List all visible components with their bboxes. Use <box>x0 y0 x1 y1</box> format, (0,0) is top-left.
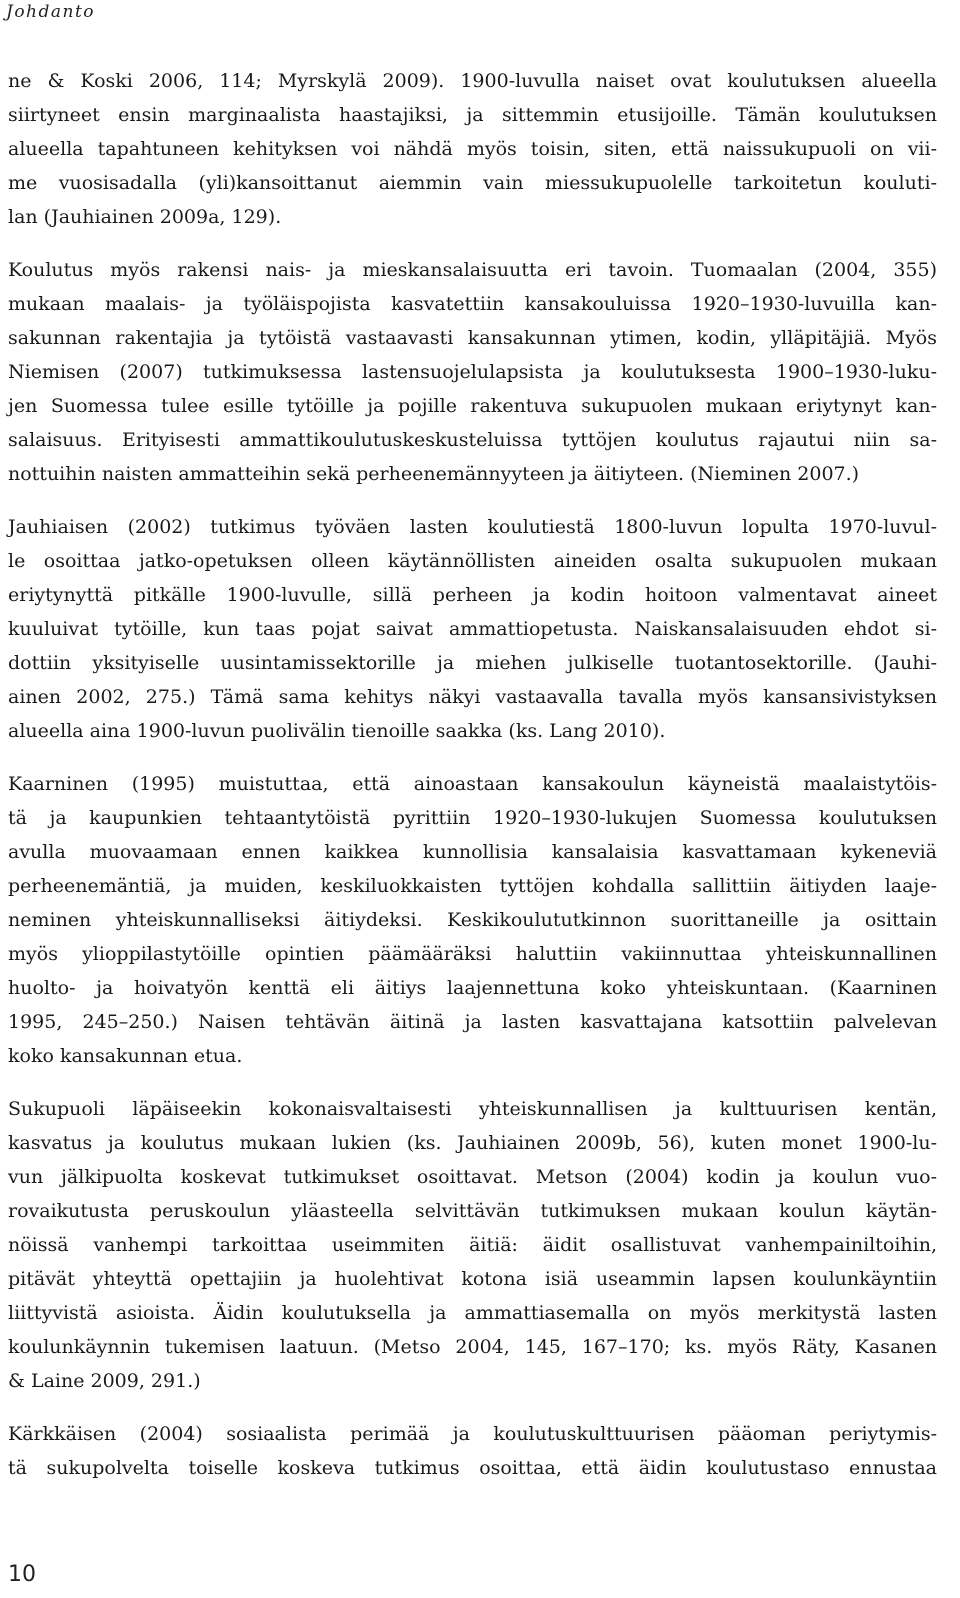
text-line: eriytynyttä pitkälle 1900-luvulle, sillä perheen ja kodin hoitoon valmentavat aineet <box>8 584 937 606</box>
text-line: Koulutus myös rakensi nais- ja mieskansalaisuutta eri tavoin. Tuomaalan (2004, 355) <box>8 259 937 281</box>
text-line: sakunnan rakentajia ja tytöistä vastaavasti kansakunnan ytimen, kodin, ylläpitäjiä. Myös <box>8 327 937 349</box>
paragraph <box>8 1092 937 1398</box>
text-line: mukaan maalais- ja työläispojista kasvatettiin kansakouluissa 1920–1930-luvuilla kan- <box>8 293 937 315</box>
text-line: ne & Koski 2006, 114; Myrskylä 2009). 1900-luvulla naiset ovat koulutuksen alueella <box>8 70 937 92</box>
text-line: koko kansakunnan etua. <box>8 1045 243 1067</box>
text-line: jen Suomessa tulee esille tytöille ja pojille rakentuva sukupuolen mukaan eriytynyt kan- <box>8 395 937 417</box>
text-line: le osoittaa jatko-opetuksen olleen käytännöllisten aineiden osalta sukupuolen mukaan <box>8 550 937 572</box>
text-line: avulla muovaamaan ennen kaikkea kunnollisia kansalaisia kasvattamaan kykeneviä <box>8 841 937 863</box>
text-line: rovaikutusta peruskoulun yläasteella selvittävän tutkimuksen mukaan koulun käytän- <box>8 1200 937 1222</box>
text-line: tä sukupolvelta toiselle koskeva tutkimus osoittaa, että äidin koulutustaso ennustaa <box>8 1457 937 1479</box>
text-line: pitävät yhteyttä opettajiin ja huolehtivat kotona isiä useammin lapsen koulunkäyntiin <box>8 1268 937 1290</box>
text-line: dottiin yksityiselle uusintamissektorille ja miehen julkiselle tuotantosektorille. (Jauhi- <box>8 652 937 674</box>
page-number: 10 <box>8 1562 36 1587</box>
text-line: Kaarninen (1995) muistuttaa, että ainoastaan kansakoulun käyneistä maalaistytöis- <box>8 773 937 795</box>
text-line: me vuosisadalla (yli)kansoittanut aiemmin vain miessukupuolelle tarkoitetun kouluti- <box>8 172 937 194</box>
text-line: alueella aina 1900-luvun puolivälin tienoille saakka (ks. Lang 2010). <box>8 720 666 742</box>
paragraph <box>8 510 937 748</box>
paragraph <box>8 64 937 234</box>
text-line: tä ja kaupunkien tehtaantytöistä pyrittiin 1920–1930-lukujen Suomessa koulutuksen <box>8 807 937 829</box>
text-line: siirtyneet ensin marginaalista haastajiksi, ja sittemmin etusijoille. Tämän koulutuksen <box>8 104 937 126</box>
paragraph <box>8 767 937 1073</box>
text-line: alueella tapahtuneen kehityksen voi nähdä myös toisin, siten, että naissukupuoli on vii- <box>8 138 937 160</box>
text-line: salaisuus. Erityisesti ammattikoulutuskeskusteluissa tyttöjen koulutus rajautui niin sa- <box>8 429 937 451</box>
text-line: ainen 2002, 275.) Tämä sama kehitys näkyi vastaavalla tavalla myös kansansivistyksen <box>8 686 937 708</box>
text-line: perheenemäntiä, ja muiden, keskiluokkaisten tyttöjen kohdalla sallittiin äitiyden laaje- <box>8 875 937 897</box>
text-line: kuuluivat tytöille, kun taas pojat saivat ammattiopetusta. Naiskansalaisuuden ehdot si- <box>8 618 937 640</box>
text-line: & Laine 2009, 291.) <box>8 1370 201 1392</box>
text-line: neminen yhteiskunnalliseksi äitiydeksi. Keskikoulututkinnon suorittaneille ja osittain <box>8 909 937 931</box>
text-line: Niemisen (2007) tutkimuksessa lastensuojelulapsista ja koulutuksesta 1900–1930-luku- <box>8 361 937 383</box>
paragraph <box>8 1417 937 1485</box>
paragraph <box>8 253 937 491</box>
text-line: huolto- ja hoivatyön kenttä eli äitiys laajennettuna koko yhteiskuntaan. (Kaarninen <box>8 977 937 999</box>
text-line: kasvatus ja koulutus mukaan lukien (ks. Jauhiainen 2009b, 56), kuten monet 1900-lu- <box>8 1132 937 1154</box>
text-line: koulunkäynnin tukemisen laatuun. (Metso 2004, 145, 167–170; ks. myös Räty, Kasanen <box>8 1336 937 1358</box>
text-line: Sukupuoli läpäiseekin kokonaisvaltaisesti yhteiskunnallisen ja kulttuurisen kentän, <box>8 1098 937 1120</box>
running-header: Johdanto <box>6 2 96 22</box>
text-line: lan (Jauhiainen 2009a, 129). <box>8 206 282 228</box>
text-line: Jauhiaisen (2002) tutkimus työväen lasten koulutiestä 1800-luvun lopulta 1970-luvul- <box>8 516 937 538</box>
body-text <box>8 64 937 1485</box>
text-line: vun jälkipuolta koskevat tutkimukset osoittavat. Metson (2004) kodin ja koulun vuo- <box>8 1166 937 1188</box>
text-line: myös ylioppilastytöille opintien päämääräksi haluttiin vakiinnuttaa yhteiskunnallinen <box>8 943 937 965</box>
text-line: nottuihin naisten ammatteihin sekä perheenemännyyteen ja äitiyteen. (Nieminen 2007.) <box>8 463 860 485</box>
text-line: nöissä vanhempi tarkoittaa useimmiten äitiä: äidit osallistuvat vanhempainiltoihin, <box>8 1234 937 1256</box>
text-line: 1995, 245–250.) Naisen tehtävän äitinä ja lasten kasvattajana katsottiin palvelevan <box>8 1011 937 1033</box>
text-line: liittyvistä asioista. Äidin koulutuksella ja ammattiasemalla on myös merkitystä lasten <box>8 1302 937 1324</box>
text-line: Kärkkäisen (2004) sosiaalista perimää ja koulutuskulttuurisen pääoman periytymis- <box>8 1423 937 1445</box>
